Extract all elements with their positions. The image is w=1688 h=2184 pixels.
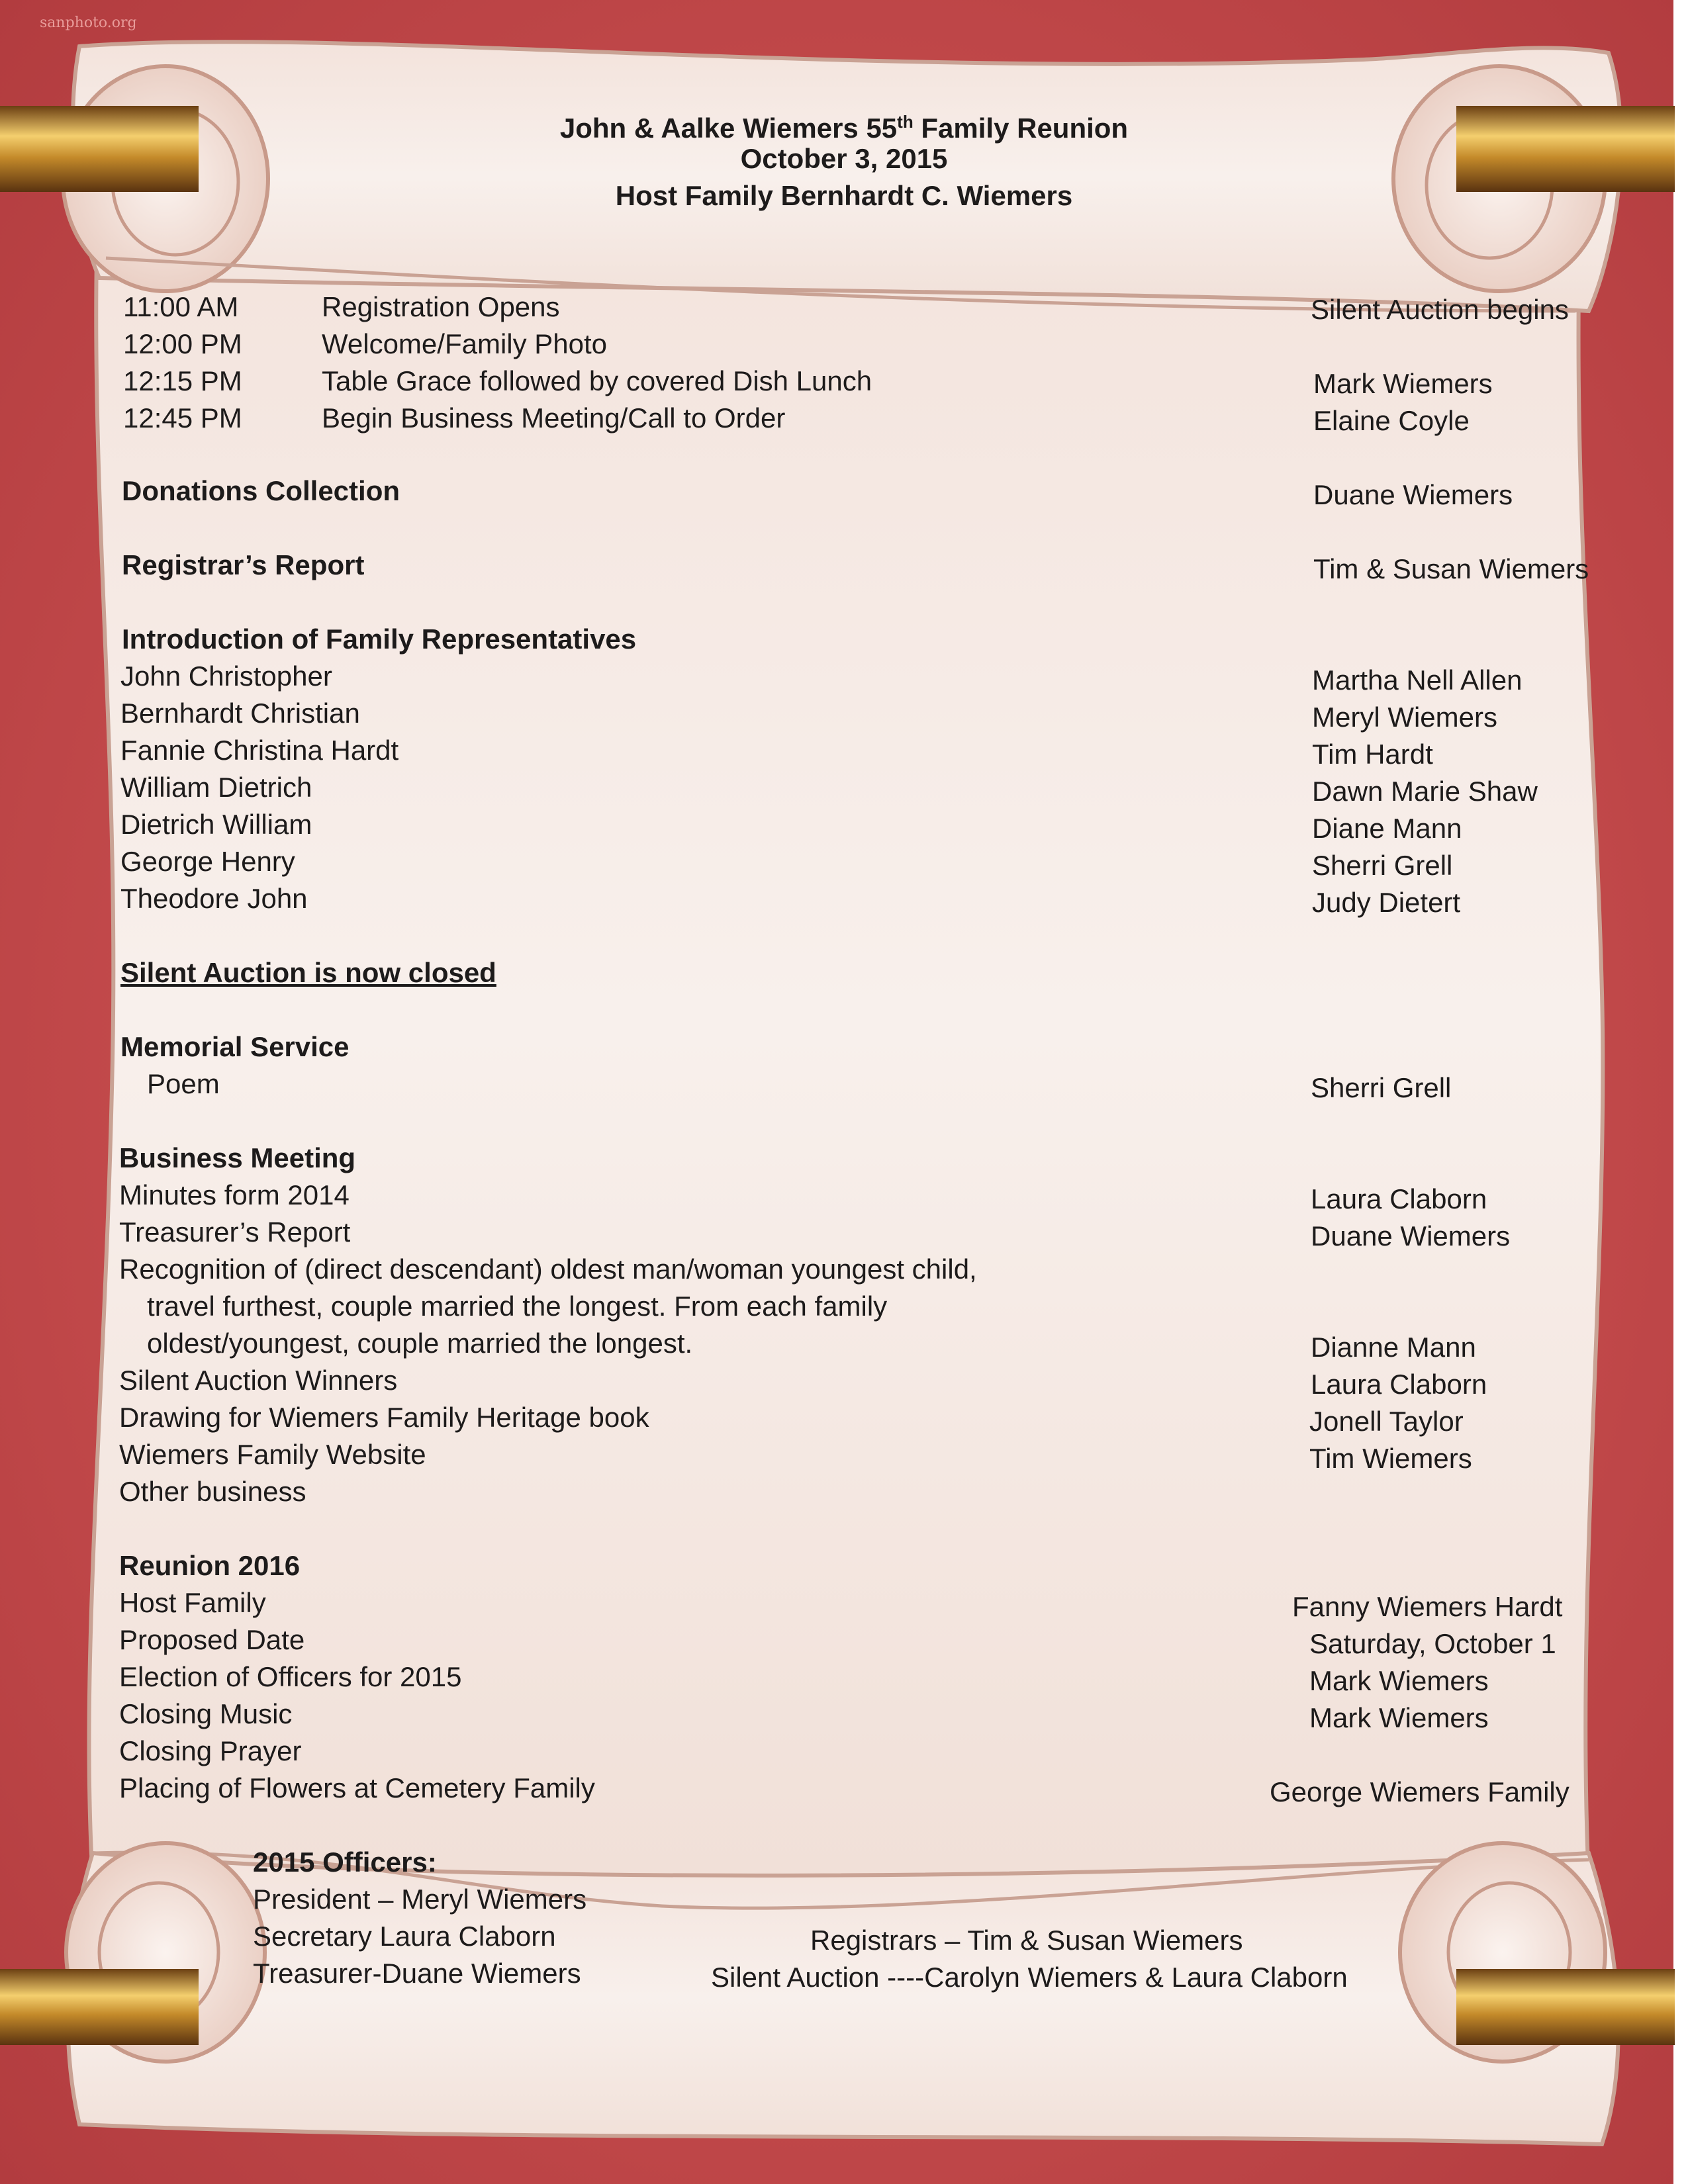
auction-closed-notice: Silent Auction is now closed (120, 957, 496, 988)
schedule-person: Elaine Coyle (1313, 405, 1470, 436)
schedule-person: Silent Auction begins (1311, 294, 1569, 325)
reunion-item: Proposed Date (119, 1624, 305, 1655)
reunion-value: Mark Wiemers (1309, 1665, 1489, 1696)
business-item: Treasurer’s Report (119, 1216, 351, 1248)
registrar-heading: Registrar’s Report (122, 549, 365, 580)
business-item-continued: oldest/youngest, couple married the longest. (147, 1328, 693, 1359)
schedule-time: 11:00 AM (123, 291, 239, 322)
business-item-continued: travel furthest, couple married the longest. From each family (147, 1291, 888, 1322)
reunion-date: October 3, 2015 (740, 143, 948, 174)
business-item: Drawing for Wiemers Family Heritage book (119, 1402, 649, 1433)
host-family: Host Family Bernhardt C. Wiemers (615, 180, 1073, 211)
donations-person: Duane Wiemers (1313, 479, 1513, 510)
schedule-event: Welcome/Family Photo (322, 328, 608, 359)
family-representative: Meryl Wiemers (1312, 702, 1497, 733)
reunion-item: Host Family (119, 1587, 266, 1618)
watermark-text: sanphoto.org (40, 15, 137, 31)
business-item: Wiemers Family Website (119, 1439, 426, 1470)
schedule-time: 12:15 PM (123, 365, 242, 396)
reunion-value: Saturday, October 1 (1309, 1628, 1556, 1659)
business-item: Recognition of (direct descendant) oldest man/woman youngest child, (119, 1253, 977, 1285)
family-branch: Fannie Christina Hardt (120, 735, 399, 766)
family-branch: William Dietrich (120, 772, 312, 803)
officer-silent-auction: Silent Auction ----Carolyn Wiemers & Laura Claborn (711, 1962, 1348, 1993)
officer-secretary: Secretary Laura Claborn (253, 1921, 556, 1952)
reunion-value: Fanny Wiemers Hardt (1292, 1591, 1563, 1622)
donations-heading: Donations Collection (122, 475, 400, 506)
officer-registrars: Registrars – Tim & Susan Wiemers (810, 1925, 1243, 1956)
reunion-value: George Wiemers Family (1270, 1776, 1570, 1807)
family-branch: Bernhardt Christian (120, 698, 360, 729)
schedule-person: Mark Wiemers (1313, 368, 1493, 399)
business-person: Duane Wiemers (1311, 1220, 1511, 1251)
business-item: Minutes form 2014 (119, 1179, 350, 1210)
schedule-time: 12:00 PM (123, 328, 242, 359)
reunion-value: Mark Wiemers (1309, 1702, 1489, 1733)
family-representative: Martha Nell Allen (1312, 664, 1523, 696)
schedule-event: Begin Business Meeting/Call to Order (322, 402, 786, 433)
memorial-heading: Memorial Service (120, 1031, 350, 1062)
family-representative: Diane Mann (1312, 813, 1462, 844)
family-branch: Theodore John (120, 883, 308, 914)
family-representative: Sherri Grell (1312, 850, 1453, 881)
memorial-person: Sherri Grell (1311, 1072, 1452, 1103)
family-representative: Judy Dietert (1312, 887, 1461, 918)
officer-president: President – Meryl Wiemers (253, 1884, 587, 1915)
business-person: Laura Claborn (1311, 1183, 1487, 1214)
registrar-person: Tim & Susan Wiemers (1313, 553, 1589, 584)
schedule-event: Registration Opens (322, 291, 560, 322)
business-person: Laura Claborn (1311, 1369, 1487, 1400)
officer-treasurer: Treasurer-Duane Wiemers (253, 1958, 581, 1989)
business-person: Dianne Mann (1311, 1332, 1476, 1363)
business-person: Jonell Taylor (1309, 1406, 1464, 1437)
family-representative: Tim Hardt (1312, 739, 1433, 770)
family-branch: George Henry (120, 846, 295, 877)
reunion-heading: Reunion 2016 (119, 1550, 301, 1581)
business-item: Silent Auction Winners (119, 1365, 398, 1396)
bottom-right-rod (1456, 1969, 1675, 2045)
memorial-item: Poem (147, 1068, 220, 1099)
introduction-heading: Introduction of Family Representatives (122, 623, 637, 655)
business-item: Other business (119, 1476, 306, 1507)
business-heading: Business Meeting (119, 1142, 356, 1173)
schedule-time: 12:45 PM (123, 402, 242, 433)
reunion-item: Placing of Flowers at Cemetery Family (119, 1772, 595, 1803)
schedule-event: Table Grace followed by covered Dish Lunch (322, 365, 872, 396)
business-person: Tim Wiemers (1309, 1443, 1472, 1474)
reunion-item: Closing Prayer (119, 1735, 302, 1766)
family-representative: Dawn Marie Shaw (1312, 776, 1538, 807)
reunion-item: Closing Music (119, 1698, 293, 1729)
family-branch: Dietrich William (120, 809, 312, 840)
officers-heading: 2015 Officers: (253, 1846, 437, 1878)
bottom-left-rod (0, 1969, 199, 2045)
family-branch: John Christopher (120, 660, 332, 692)
reunion-item: Election of Officers for 2015 (119, 1661, 462, 1692)
reunion-title: John & Aalke Wiemers 55th Family Reunion (559, 112, 1129, 144)
